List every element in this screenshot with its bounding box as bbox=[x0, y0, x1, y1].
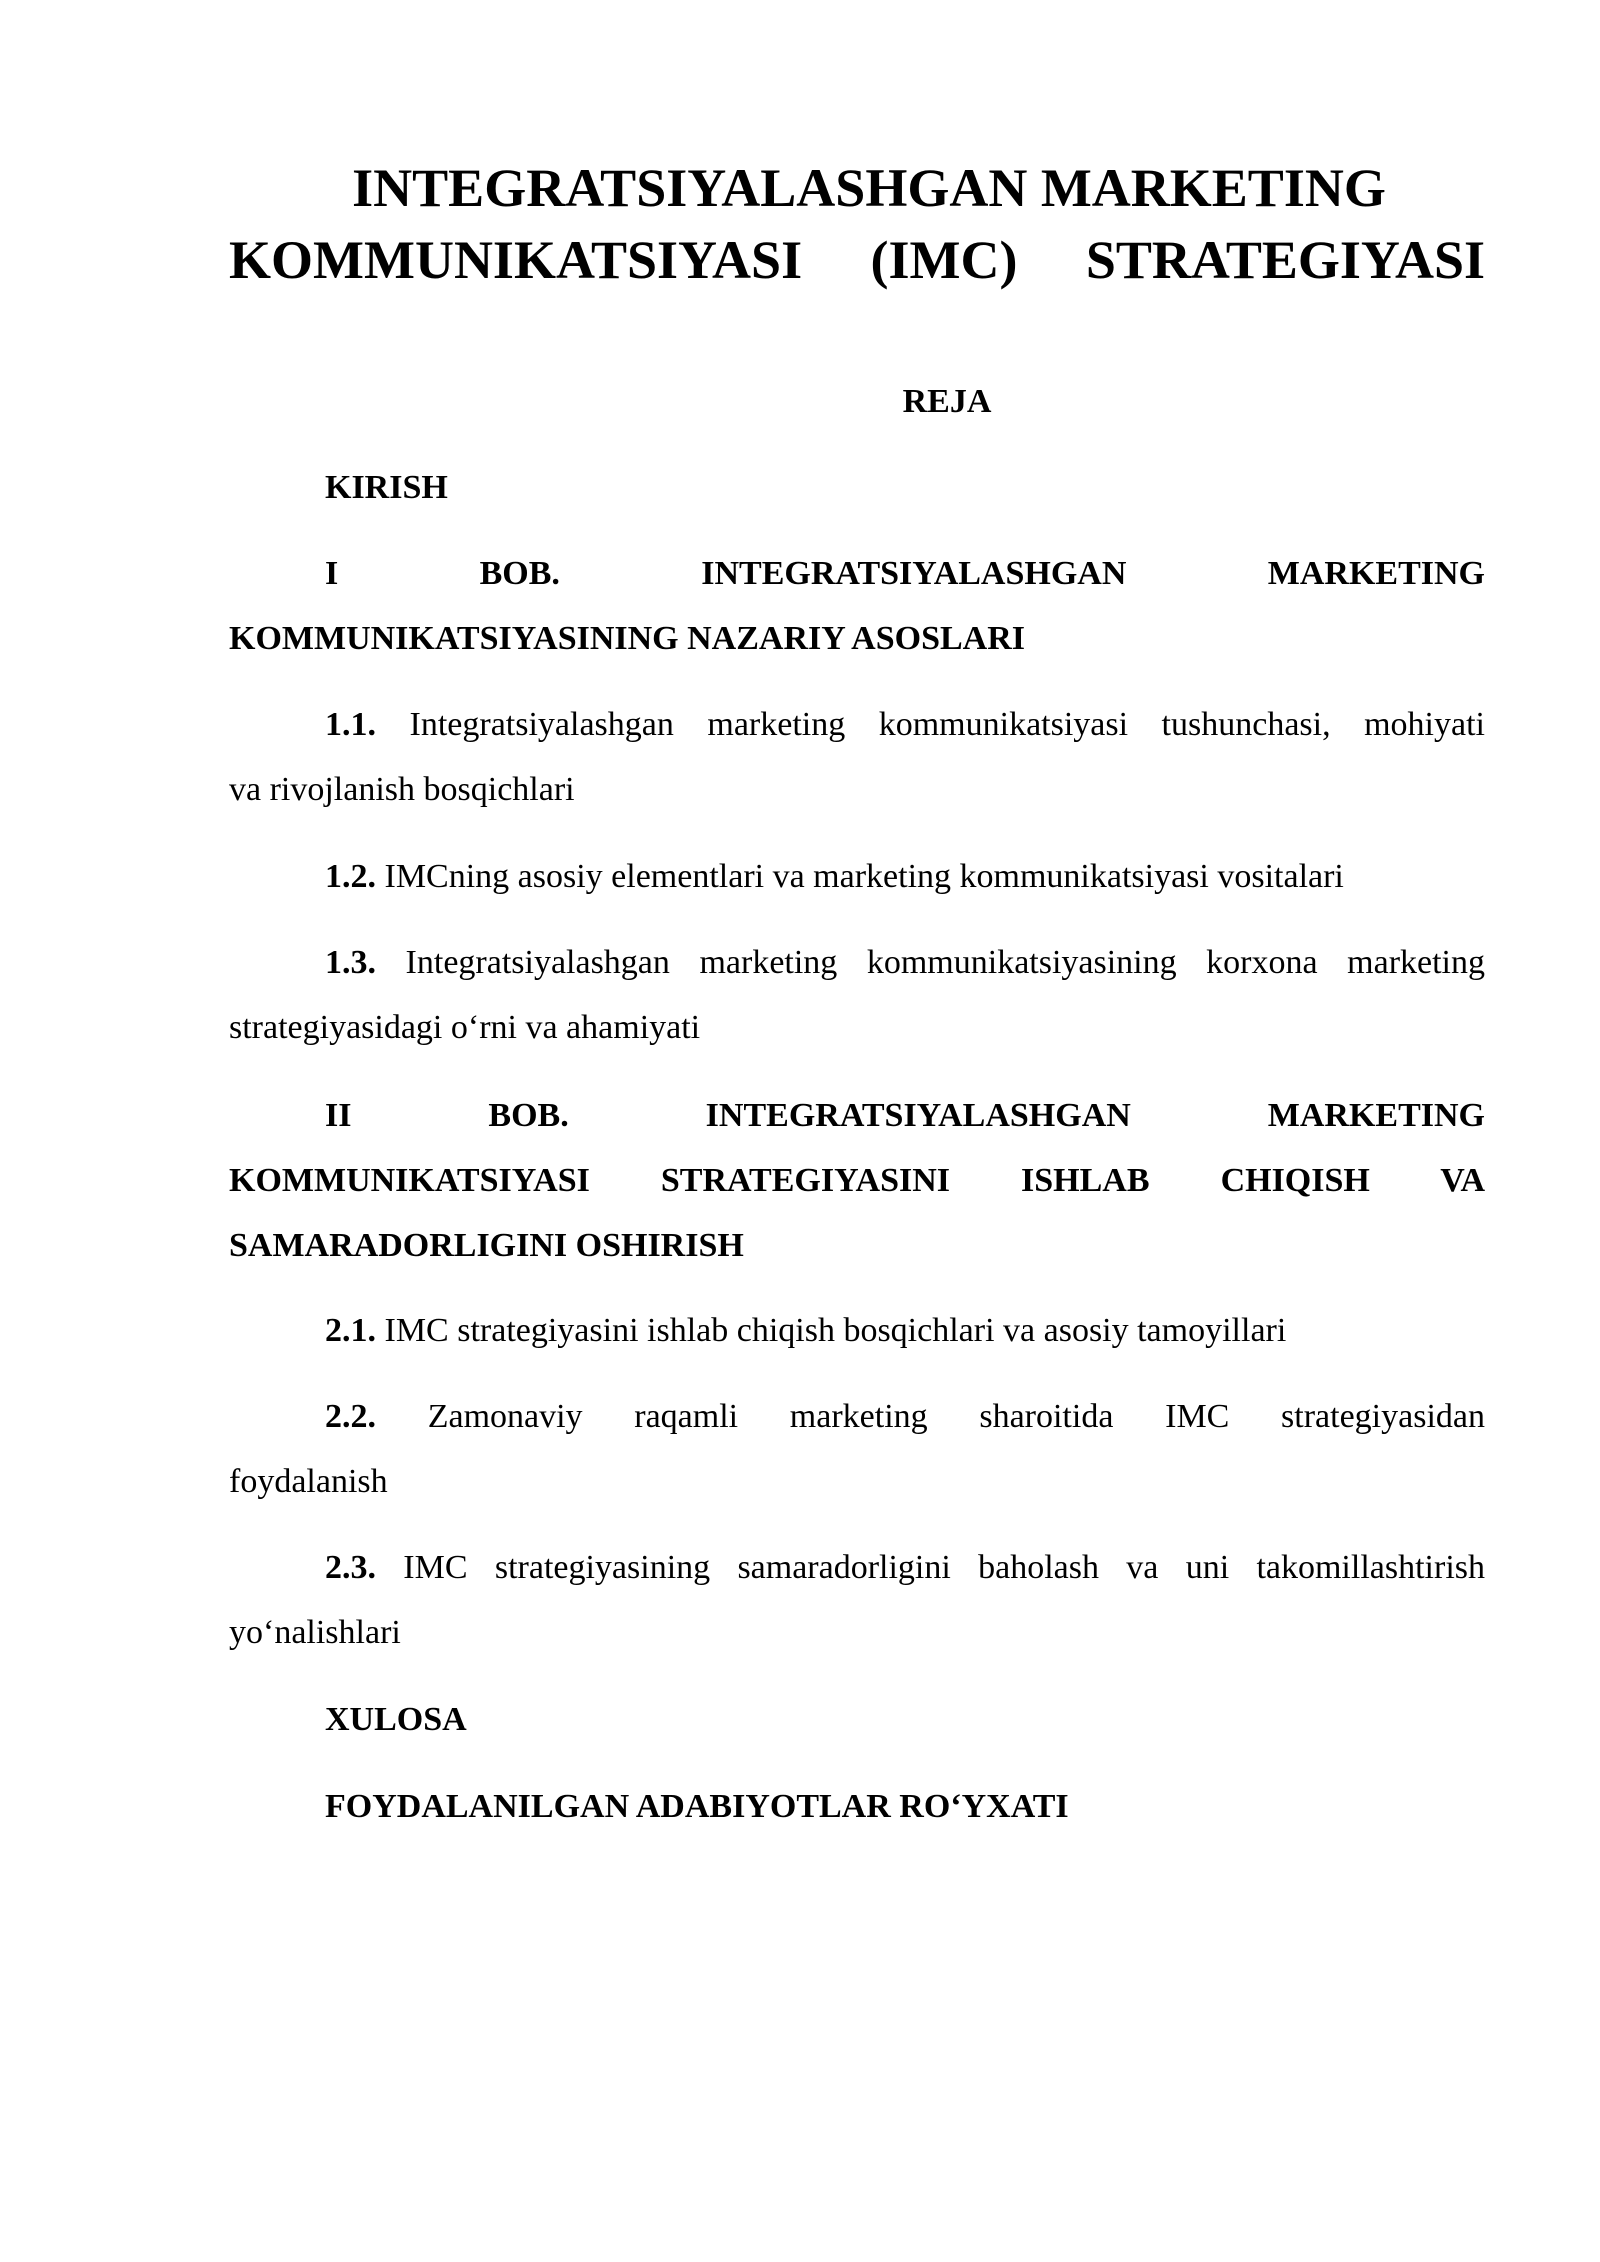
section-2-3-line-1 bbox=[229, 1535, 1485, 1600]
toc-section-2-1 bbox=[229, 1298, 1485, 1363]
section-number: 1.3. bbox=[325, 944, 376, 981]
section-text: IMCning asosiy elementlari va marketing kommunikatsiyasi vositalari bbox=[376, 858, 1344, 895]
chapter-1-line-1: I BOB. INTEGRATSIYALASHGAN MARKETING bbox=[325, 555, 1485, 592]
plan-heading: REJA bbox=[902, 383, 992, 420]
section-number: 2.2. bbox=[325, 1398, 376, 1435]
toc-conclusion: XULOSA bbox=[325, 1701, 467, 1738]
title-line-1: INTEGRATSIYALASHGAN MARKETING bbox=[352, 158, 1386, 218]
section-text: Integratsiyalashgan marketing kommunikatsiyasining korxona marketing bbox=[376, 944, 1485, 981]
section-2-2-line-2: foydalanish bbox=[229, 1463, 388, 1500]
section-number: 1.2. bbox=[325, 858, 376, 895]
section-text: IMC strategiyasining samaradorligini baholash va uni takomillashtirish bbox=[376, 1549, 1485, 1586]
section-text: IMC strategiyasini ishlab chiqish bosqichlari va asosiy tamoyillari bbox=[376, 1312, 1287, 1349]
toc-section-1-3 bbox=[229, 930, 1485, 1060]
section-number: 2.3. bbox=[325, 1549, 376, 1586]
section-text: Integratsiyalashgan marketing kommunikatsiyasi tushunchasi, mohiyati bbox=[376, 706, 1485, 743]
chapter-1-line-2: KOMMUNIKATSIYASINING NAZARIY ASOSLARI bbox=[229, 620, 1025, 657]
toc-chapter-2 bbox=[229, 1083, 1485, 1278]
chapter-2-line-2: KOMMUNIKATSIYASI STRATEGIYASINI ISHLAB CHIQISH VA bbox=[229, 1162, 1485, 1199]
toc-chapter-1 bbox=[229, 541, 1485, 671]
toc-section-2-3 bbox=[229, 1535, 1485, 1665]
toc-section-1-2 bbox=[229, 844, 1485, 909]
section-number: 2.1. bbox=[325, 1312, 376, 1349]
chapter-2-line-3: SAMARADORLIGINI OSHIRISH bbox=[229, 1227, 744, 1264]
section-2-3-line-2: yo‘nalishlari bbox=[229, 1614, 401, 1651]
section-1-1-line-1 bbox=[229, 692, 1485, 757]
chapter-2-line-1: II BOB. INTEGRATSIYALASHGAN MARKETING bbox=[325, 1097, 1485, 1134]
section-2-2-line-1 bbox=[229, 1384, 1485, 1449]
toc-references: FOYDALANILGAN ADABIYOTLAR RO‘YXATI bbox=[325, 1788, 1069, 1825]
toc-section-2-2 bbox=[229, 1384, 1485, 1514]
document-title bbox=[229, 0, 1485, 296]
title-line-2: KOMMUNIKATSIYASI (IMC) STRATEGIYASI bbox=[229, 230, 1485, 290]
toc-intro: KIRISH bbox=[325, 469, 448, 506]
section-1-3-line-1 bbox=[229, 930, 1485, 995]
section-text: Zamonaviy raqamli marketing sharoitida IMC strategiyasidan bbox=[376, 1398, 1485, 1435]
section-number: 1.1. bbox=[325, 706, 376, 743]
section-1-1-line-2: va rivojlanish bosqichlari bbox=[229, 771, 575, 808]
section-1-3-line-2: strategiyasidagi o‘rni va ahamiyati bbox=[229, 1009, 701, 1046]
toc-section-1-1 bbox=[229, 692, 1485, 822]
document-content bbox=[229, 0, 1485, 1825]
